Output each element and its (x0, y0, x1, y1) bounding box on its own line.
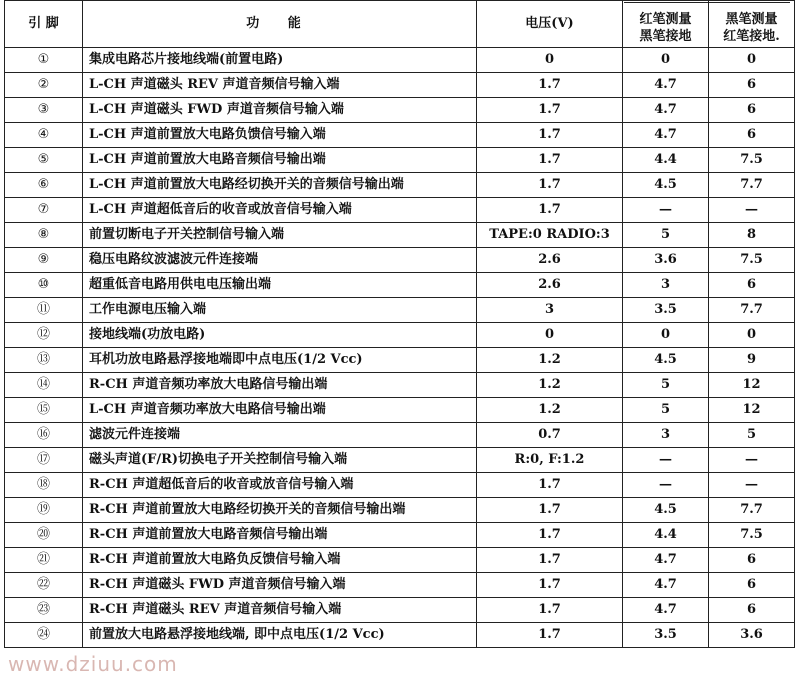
function-cell: 接地线端(功放电路) (83, 323, 477, 348)
pin-number-cell: ⑨ (5, 248, 83, 273)
table-row (5, 623, 795, 648)
pin-number-cell: ⑧ (5, 223, 83, 248)
function-cell: R-CH 声道前置放大电路负反馈信号输入端 (83, 548, 477, 573)
black-probe-resistance-cell: 6 (709, 123, 795, 148)
voltage-cell: 0 (477, 48, 623, 73)
header-black-probe: 黑笔测量 红笔接地. (709, 1, 795, 48)
function-cell: 稳压电路纹波滤波元件连接端 (83, 248, 477, 273)
function-cell: L-CH 声道音频功率放大电路信号输出端 (83, 398, 477, 423)
table-row (5, 423, 795, 448)
voltage-cell: 1.7 (477, 598, 623, 623)
pin-number-cell: ⑬ (5, 348, 83, 373)
table-row (5, 448, 795, 473)
table-row (5, 348, 795, 373)
black-probe-resistance-cell: 7.7 (709, 498, 795, 523)
pin-number-cell: ⑱ (5, 473, 83, 498)
red-probe-resistance-cell: 5 (623, 373, 709, 398)
function-cell: 耳机功放电路悬浮接地端即中点电压(1/2 Vcc) (83, 348, 477, 373)
black-probe-resistance-cell: — (709, 473, 795, 498)
voltage-cell: 1.7 (477, 148, 623, 173)
function-cell: R-CH 声道超低音后的收音或放音信号输入端 (83, 473, 477, 498)
table-row (5, 173, 795, 198)
pin-number-cell: ⑥ (5, 173, 83, 198)
pin-number-cell: ㉒ (5, 573, 83, 598)
red-probe-resistance-cell: 4.7 (623, 73, 709, 98)
black-probe-resistance-cell: 6 (709, 273, 795, 298)
black-probe-resistance-cell: 9 (709, 348, 795, 373)
table-row (5, 323, 795, 348)
table-row (5, 123, 795, 148)
black-probe-resistance-cell: 6 (709, 598, 795, 623)
table-row (5, 198, 795, 223)
function-cell: 前置切断电子开关控制信号输入端 (83, 223, 477, 248)
red-probe-resistance-cell: 4.5 (623, 173, 709, 198)
voltage-cell: 1.7 (477, 573, 623, 598)
voltage-cell: 1.2 (477, 373, 623, 398)
black-probe-resistance-cell: 0 (709, 323, 795, 348)
black-probe-resistance-cell: 3.6 (709, 623, 795, 648)
black-probe-resistance-cell: 6 (709, 573, 795, 598)
voltage-cell: 2.6 (477, 273, 623, 298)
black-probe-resistance-cell: — (709, 448, 795, 473)
table-row (5, 523, 795, 548)
table-body (5, 48, 795, 648)
pin-number-cell: ⑯ (5, 423, 83, 448)
red-probe-resistance-cell: 5 (623, 398, 709, 423)
function-cell: L-CH 声道前置放大电路音频信号输出端 (83, 148, 477, 173)
black-probe-resistance-cell: 8 (709, 223, 795, 248)
black-probe-resistance-cell: 7.5 (709, 148, 795, 173)
watermark-text: www.dziuu.com (8, 652, 178, 676)
red-probe-resistance-cell: 4.5 (623, 348, 709, 373)
function-cell: L-CH 声道前置放大电路经切换开关的音频信号输出端 (83, 173, 477, 198)
voltage-cell: 1.7 (477, 123, 623, 148)
voltage-cell: 2.6 (477, 248, 623, 273)
table-row (5, 73, 795, 98)
red-probe-resistance-cell: 4.7 (623, 598, 709, 623)
red-probe-resistance-cell: 3 (623, 273, 709, 298)
pin-number-cell: ⑭ (5, 373, 83, 398)
voltage-cell: 1.7 (477, 173, 623, 198)
table-row (5, 273, 795, 298)
table-row (5, 548, 795, 573)
red-probe-resistance-cell: 3.6 (623, 248, 709, 273)
black-probe-resistance-cell: 5 (709, 423, 795, 448)
voltage-cell: 1.7 (477, 548, 623, 573)
pin-voltage-table (4, 0, 795, 648)
function-cell: L-CH 声道超低音后的收音或放音信号输入端 (83, 198, 477, 223)
function-cell: R-CH 声道磁头 FWD 声道音频信号输入端 (83, 573, 477, 598)
red-probe-resistance-cell: — (623, 448, 709, 473)
pin-number-cell: ㉔ (5, 623, 83, 648)
red-probe-resistance-cell: — (623, 198, 709, 223)
black-probe-resistance-cell: 7.5 (709, 248, 795, 273)
table-row (5, 598, 795, 623)
table-row (5, 573, 795, 598)
pin-number-cell: ⑲ (5, 498, 83, 523)
pin-number-cell: ⑦ (5, 198, 83, 223)
pin-number-cell: ⑮ (5, 398, 83, 423)
voltage-cell: 1.7 (477, 198, 623, 223)
function-cell: 前置放大电路悬浮接地线端, 即中点电压(1/2 Vcc) (83, 623, 477, 648)
pin-number-cell: ④ (5, 123, 83, 148)
table-row (5, 148, 795, 173)
table-row (5, 373, 795, 398)
voltage-cell: 1.7 (477, 98, 623, 123)
red-probe-resistance-cell: 5 (623, 223, 709, 248)
pin-number-cell: ⑰ (5, 448, 83, 473)
red-probe-resistance-cell: 4.5 (623, 498, 709, 523)
red-probe-resistance-cell: 0 (623, 323, 709, 348)
pin-number-cell: ⑩ (5, 273, 83, 298)
black-probe-resistance-cell: 12 (709, 373, 795, 398)
black-probe-resistance-cell: 7.5 (709, 523, 795, 548)
red-probe-resistance-cell: 4.4 (623, 148, 709, 173)
red-probe-resistance-cell: 3 (623, 423, 709, 448)
header-voltage: 电压(V) (477, 1, 623, 48)
table-row (5, 98, 795, 123)
red-probe-resistance-cell: — (623, 473, 709, 498)
function-cell: 超重低音电路用供电电压输出端 (83, 273, 477, 298)
table-row (5, 48, 795, 73)
header-function: 功 能 (83, 1, 477, 48)
table-row (5, 398, 795, 423)
function-cell: R-CH 声道前置放大电路音频信号输出端 (83, 523, 477, 548)
pin-number-cell: ㉓ (5, 598, 83, 623)
red-probe-resistance-cell: 0 (623, 48, 709, 73)
pin-number-cell: ⑤ (5, 148, 83, 173)
black-probe-resistance-cell: 7.7 (709, 173, 795, 198)
black-probe-resistance-cell: 6 (709, 98, 795, 123)
red-probe-resistance-cell: 4.7 (623, 123, 709, 148)
pin-number-cell: ② (5, 73, 83, 98)
pin-number-cell: ⑳ (5, 523, 83, 548)
table-row (5, 223, 795, 248)
voltage-cell: 0.7 (477, 423, 623, 448)
table-header-row (5, 1, 795, 48)
table-row (5, 248, 795, 273)
header-red-probe: 红笔测量 黑笔接地 (623, 1, 709, 48)
black-probe-resistance-cell: 7.7 (709, 298, 795, 323)
black-probe-resistance-cell: 12 (709, 398, 795, 423)
function-cell: L-CH 声道磁头 REV 声道音频信号输入端 (83, 73, 477, 98)
black-probe-resistance-cell: 6 (709, 73, 795, 98)
function-cell: 集成电路芯片接地线端(前置电路) (83, 48, 477, 73)
black-probe-resistance-cell: 6 (709, 548, 795, 573)
function-cell: 工作电源电压输入端 (83, 298, 477, 323)
voltage-cell: TAPE:0 RADIO:3 (477, 223, 623, 248)
table-row (5, 498, 795, 523)
voltage-cell: 1.7 (477, 498, 623, 523)
red-probe-resistance-cell: 4.7 (623, 548, 709, 573)
voltage-cell: 1.2 (477, 398, 623, 423)
table-row (5, 473, 795, 498)
function-cell: L-CH 声道磁头 FWD 声道音频信号输入端 (83, 98, 477, 123)
function-cell: R-CH 声道磁头 REV 声道音频信号输入端 (83, 598, 477, 623)
function-cell: 磁头声道(F/R)切换电子开关控制信号输入端 (83, 448, 477, 473)
pin-number-cell: ① (5, 48, 83, 73)
function-cell: R-CH 声道前置放大电路经切换开关的音频信号输出端 (83, 498, 477, 523)
pin-number-cell: ㉑ (5, 548, 83, 573)
pin-number-cell: ⑫ (5, 323, 83, 348)
voltage-cell: 1.2 (477, 348, 623, 373)
voltage-cell: 1.7 (477, 623, 623, 648)
red-probe-resistance-cell: 4.4 (623, 523, 709, 548)
black-probe-resistance-cell: — (709, 198, 795, 223)
red-probe-resistance-cell: 4.7 (623, 573, 709, 598)
voltage-cell: 1.7 (477, 73, 623, 98)
pin-number-cell: ③ (5, 98, 83, 123)
voltage-cell: 3 (477, 298, 623, 323)
voltage-cell: 1.7 (477, 473, 623, 498)
voltage-cell: 1.7 (477, 523, 623, 548)
voltage-cell: R:0, F:1.2 (477, 448, 623, 473)
function-cell: R-CH 声道音频功率放大电路信号输出端 (83, 373, 477, 398)
voltage-cell: 0 (477, 323, 623, 348)
red-probe-resistance-cell: 3.5 (623, 623, 709, 648)
red-probe-resistance-cell: 3.5 (623, 298, 709, 323)
black-probe-resistance-cell: 0 (709, 48, 795, 73)
table-row (5, 298, 795, 323)
function-cell: 滤波元件连接端 (83, 423, 477, 448)
pin-number-cell: ⑪ (5, 298, 83, 323)
header-pin: 引 脚 (5, 1, 83, 48)
function-cell: L-CH 声道前置放大电路负馈信号输入端 (83, 123, 477, 148)
red-probe-resistance-cell: 4.7 (623, 98, 709, 123)
